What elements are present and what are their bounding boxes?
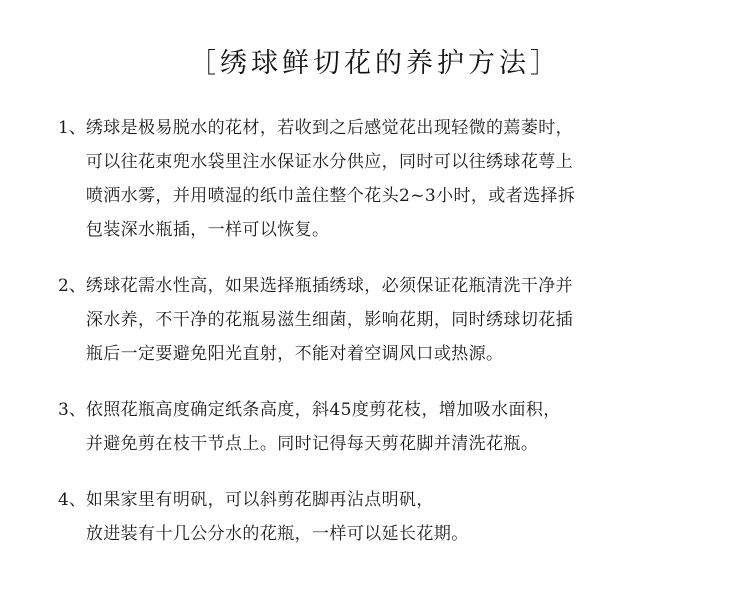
list-item-marker: 1、 <box>58 118 86 139</box>
list-item <box>44 269 706 371</box>
list-item <box>44 111 706 247</box>
text-line: 依照花瓶高度确定纸条高度，斜45度剪花枝，增加吸水面积， <box>85 400 561 421</box>
text-line: 并避免剪在枝干节点上。同时记得每天剪花脚并清洗花瓶。 <box>85 434 539 455</box>
text-line: 瓶后一定要避免阳光直射，不能对着空调风口或热源。 <box>85 344 504 365</box>
text-line: 如果家里有明矾，可以斜剪花脚再沾点明矾， <box>85 490 434 511</box>
text-line: 绣球花需水性高，如果选择瓶插绣球，必须保证花瓶清洗干净并 <box>85 276 574 297</box>
list-item-body <box>86 111 706 247</box>
text-line: 放进装有十几公分水的花瓶，一样可以延长花期。 <box>85 524 469 545</box>
list-item-marker: 2、 <box>58 276 86 297</box>
list-item-body <box>86 269 706 371</box>
text-line: 喷洒水雾，并用喷湿的纸巾盖住整个花头2~3小时，或者选择拆 <box>85 186 576 207</box>
text-line: 绣球是极易脱水的花材，若收到之后感觉花出现轻微的蔫萎时， <box>85 118 574 139</box>
list-item <box>44 483 706 551</box>
text-line: 可以往花束兜水袋里注水保证水分供应，同时可以往绣球花萼上 <box>85 152 574 173</box>
list-item-body <box>86 393 706 461</box>
list-item-marker: 4、 <box>58 490 86 511</box>
list-item <box>44 393 706 461</box>
page-title: ［绣球鲜切花的养护方法］ <box>189 48 561 79</box>
text-line: 包装深水瓶插，一样可以恢复。 <box>85 220 330 241</box>
list-item-body <box>86 483 706 551</box>
list-item-marker: 3、 <box>58 400 86 421</box>
text-line: 深水养，不干净的花瓶易滋生细菌，影响花期，同时绣球切花插 <box>85 310 574 331</box>
